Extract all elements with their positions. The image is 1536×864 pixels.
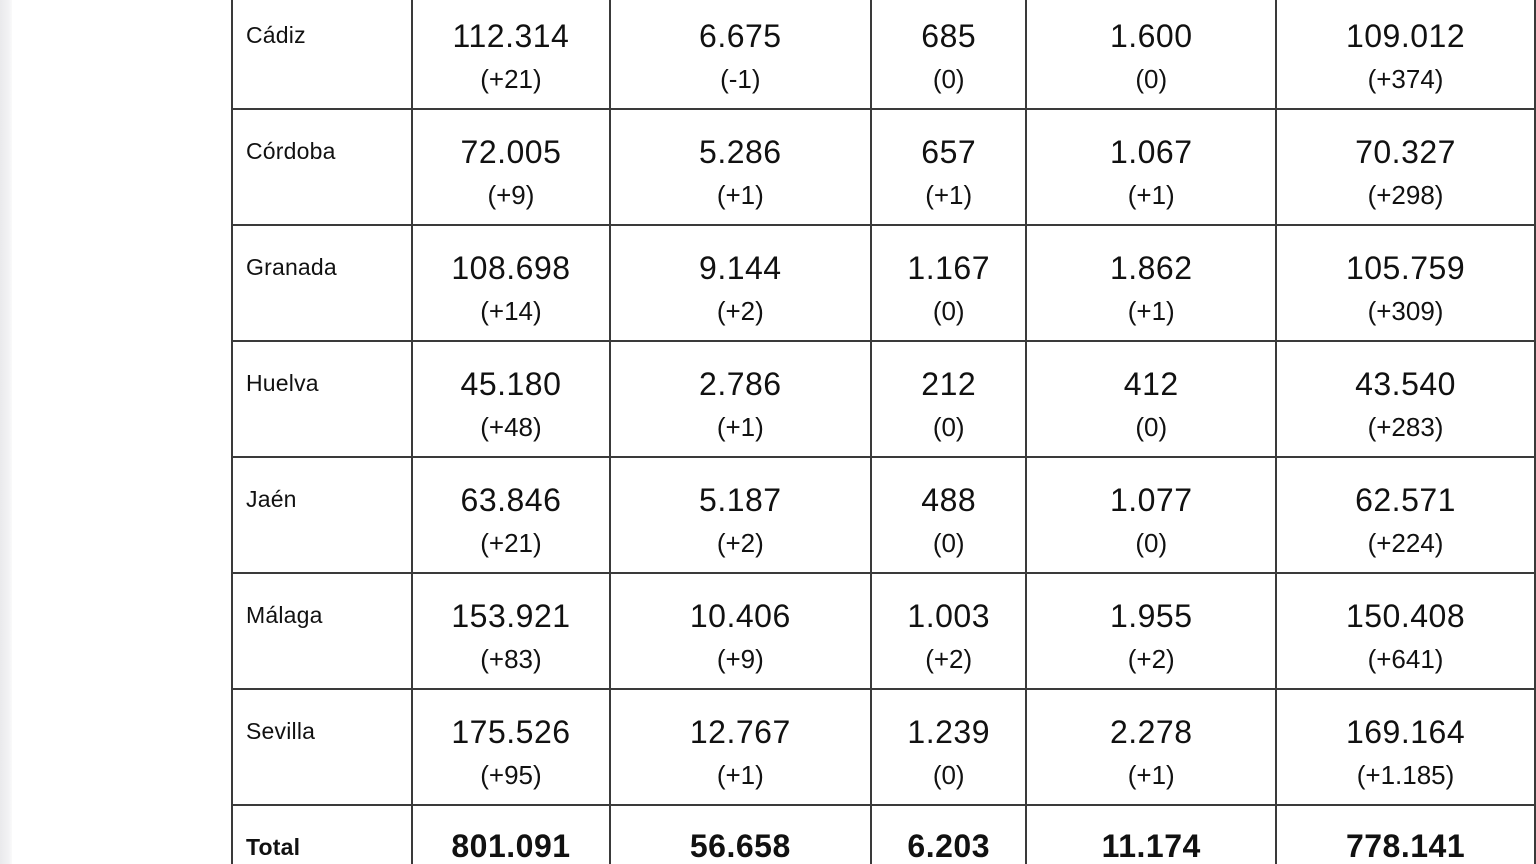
cell-change: (+309): [1367, 296, 1444, 326]
value-cell: [871, 457, 1026, 573]
cell-change: (+2): [1127, 644, 1175, 674]
cell-change: (+1): [716, 412, 764, 442]
value-cell: [610, 457, 871, 573]
cell-value: 1.167: [907, 250, 990, 286]
total-value: 801.091: [451, 828, 571, 864]
cell-value: 43.540: [1355, 366, 1456, 402]
value-cell: [871, 341, 1026, 457]
value-cell: [1026, 0, 1276, 109]
cell-change: (+283): [1367, 412, 1444, 442]
cell-change: (0): [932, 760, 965, 790]
total-value: 56.658: [689, 828, 791, 864]
cell-value: 1.862: [1109, 250, 1193, 286]
cell-change: (+9): [487, 180, 535, 210]
cell-value: 488: [921, 482, 977, 518]
cell-value: 153.921: [451, 598, 571, 634]
table-row: [232, 689, 1535, 805]
cell-value: 62.571: [1355, 482, 1456, 518]
cell-value: 175.526: [451, 714, 571, 750]
value-cell: [412, 109, 609, 225]
value-cell: [1026, 689, 1276, 805]
table-row: [232, 457, 1535, 573]
value-cell: [871, 689, 1026, 805]
cell-value: 5.187: [699, 482, 782, 518]
cell-value: 10.406: [689, 598, 791, 634]
value-cell: [1026, 109, 1276, 225]
cell-change: (+21): [480, 64, 542, 94]
province-name: Granada: [246, 254, 337, 280]
cell-change: (+1.185): [1356, 760, 1455, 790]
document-page: [12, 0, 1536, 864]
cell-change: (+9): [716, 644, 764, 674]
cell-value: 70.327: [1355, 134, 1456, 170]
cell-value: 1.955: [1109, 598, 1193, 634]
value-cell: [1026, 341, 1276, 457]
value-cell: [610, 341, 871, 457]
value-cell: [871, 109, 1026, 225]
cell-change: (+2): [716, 528, 764, 558]
cell-value: 112.314: [452, 18, 570, 54]
province-cell: [232, 457, 412, 573]
cell-value: 63.846: [460, 482, 562, 518]
province-name: Sevilla: [246, 718, 316, 744]
cell-change: (+1): [925, 180, 973, 210]
cell-change: (0): [932, 64, 965, 94]
provinces-table: [231, 0, 1536, 864]
cell-value: 212: [921, 366, 977, 402]
cell-change: (+1): [716, 180, 764, 210]
cell-value: 45.180: [460, 366, 562, 402]
cell-change: (+1): [716, 760, 764, 790]
total-value-cell: [1026, 805, 1276, 864]
cell-change: (+14): [480, 296, 542, 326]
cell-change: (+95): [480, 760, 542, 790]
cell-value: 1.239: [907, 714, 990, 750]
province-name: Jaén: [246, 486, 297, 512]
cell-change: (0): [932, 528, 965, 558]
cell-value: 1.067: [1109, 134, 1193, 170]
cell-change: (0): [1135, 64, 1168, 94]
cell-value: 12.767: [689, 714, 791, 750]
total-label: Total: [246, 834, 301, 860]
province-cell: [232, 573, 412, 689]
cell-value: 150.408: [1345, 598, 1466, 634]
value-cell: [1026, 225, 1276, 341]
cell-value: 2.278: [1109, 714, 1193, 750]
cell-value: 412: [1123, 366, 1179, 402]
province-cell: [232, 341, 412, 457]
cell-change: (+298): [1367, 180, 1444, 210]
cell-change: (+374): [1367, 64, 1444, 94]
cell-value: 72.005: [460, 134, 562, 170]
table-row: [232, 0, 1535, 109]
value-cell: [412, 573, 609, 689]
cell-change: (+641): [1367, 644, 1444, 674]
cell-value: 1.077: [1109, 482, 1193, 518]
total-label-cell: [232, 805, 412, 864]
value-cell: [1276, 457, 1535, 573]
cell-value: 6.675: [699, 18, 782, 54]
cell-change: (+1): [1127, 760, 1175, 790]
total-value: 11.174: [1101, 828, 1201, 864]
cell-value: 657: [921, 134, 977, 170]
total-value-cell: [871, 805, 1026, 864]
cell-value: 108.698: [451, 250, 571, 286]
cell-value: 105.759: [1345, 250, 1466, 286]
table-row: [232, 341, 1535, 457]
value-cell: [1276, 225, 1535, 341]
value-cell: [412, 225, 609, 341]
cell-value: 685: [921, 18, 977, 54]
cell-change: (0): [932, 412, 965, 442]
total-value-cell: [1276, 805, 1535, 864]
value-cell: [412, 341, 609, 457]
province-name: Córdoba: [246, 138, 336, 164]
cell-change: (0): [932, 296, 965, 326]
value-cell: [610, 689, 871, 805]
table-body: [232, 0, 1535, 864]
value-cell: [412, 457, 609, 573]
province-cell: [232, 109, 412, 225]
total-row: [232, 805, 1535, 864]
value-cell: [1276, 689, 1535, 805]
cell-value: 2.786: [699, 366, 782, 402]
cell-change: (-1): [720, 64, 761, 94]
value-cell: [610, 573, 871, 689]
value-cell: [1026, 457, 1276, 573]
province-name: Cádiz: [246, 22, 306, 48]
table-row: [232, 109, 1535, 225]
value-cell: [610, 0, 871, 109]
cell-change: (+83): [480, 644, 542, 674]
total-value-cell: [610, 805, 871, 864]
cell-change: (+2): [716, 296, 764, 326]
cell-change: (+1): [1127, 296, 1175, 326]
province-cell: [232, 689, 412, 805]
value-cell: [871, 225, 1026, 341]
value-cell: [871, 573, 1026, 689]
province-cell: [232, 225, 412, 341]
province-name: Huelva: [246, 370, 319, 396]
province-name: Málaga: [246, 602, 323, 628]
cell-change: (+21): [480, 528, 542, 558]
table-row: [232, 225, 1535, 341]
value-cell: [412, 0, 609, 109]
value-cell: [610, 225, 871, 341]
value-cell: [1026, 573, 1276, 689]
cell-value: 1.003: [907, 598, 990, 634]
cell-value: 109.012: [1345, 18, 1466, 54]
value-cell: [1276, 0, 1535, 109]
cell-change: (0): [1135, 528, 1168, 558]
cell-change: (+1): [1127, 180, 1175, 210]
cell-change: (+224): [1367, 528, 1444, 558]
value-cell: [1276, 341, 1535, 457]
province-cell: [232, 0, 412, 109]
total-value: 6.203: [907, 828, 990, 864]
cell-change: (0): [1135, 412, 1168, 442]
cell-change: (+48): [480, 412, 542, 442]
cell-change: (+2): [925, 644, 973, 674]
value-cell: [610, 109, 871, 225]
total-value-cell: [412, 805, 609, 864]
cell-value: 169.164: [1345, 714, 1466, 750]
value-cell: [1276, 109, 1535, 225]
value-cell: [1276, 573, 1535, 689]
total-value: 778.141: [1345, 828, 1466, 864]
table-row: [232, 573, 1535, 689]
value-cell: [871, 0, 1026, 109]
value-cell: [412, 689, 609, 805]
cell-value: 5.286: [699, 134, 782, 170]
cell-value: 1.600: [1109, 18, 1193, 54]
cell-value: 9.144: [699, 250, 782, 286]
